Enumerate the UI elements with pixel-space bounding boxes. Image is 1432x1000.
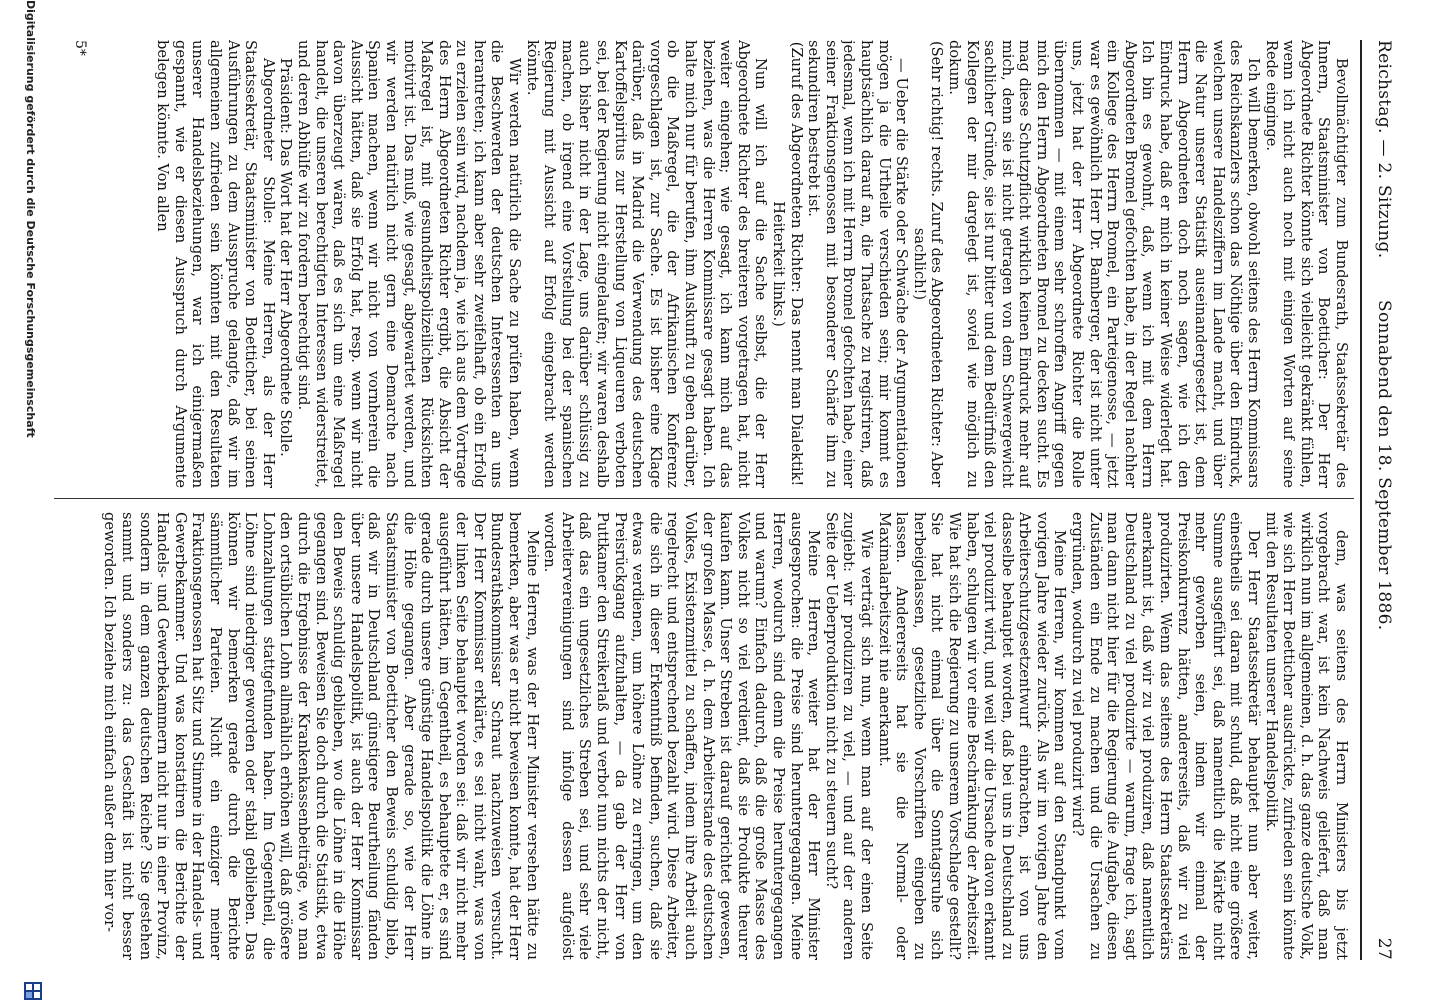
- paragraph: Meine Herren, weiter hat der Herr Minister ausgesprochen: die Preise sind heruntergegangen. Meine Herren, wodurch sind denn die Preise heruntergegangen und warum? Einfach dadurch, daß die große Masse des Volkes nicht so viel verdient, daß sie Produkte theurer kaufen kann. Unser Streben ist darauf gerichtet gewesen, der großen Masse, d. h. dem Arbeiterstande des deutschen Volkes, Existenzmittel zu schaffen, indem ihre Arbeit auch regelrecht und entsprechend bezahlt wird. Diese Arbeiter, die sich in dieser Erkenntniß befinden, suchen, daß sie etwas verdienen, um höhere Löhne zu erringen, um den Preisrückgang aufzuhalten, — da gab der Herr von Puttkamer den Streikerlaß und verbot nun nichts der nicht, daß das ein ungesetzliches Streben sei, und sehr viele Arbeitervereinigungen sind infolge dessen aufgelöst worden.: [541, 512, 823, 960]
- paragraph: Abgeordneter Stolle: Meine Herren, als der Herr Staatssekretär, Staatsminister von Boetticher, bei seinen Ausführungen zu dem Ausspruche gelangte, daß wir im allgemeinen zufrieden sein könnten mit den Resultaten unserer Handelsbeziehungen, war ich einigermaßen gespannt, wie er diesen Ausspruch durch Argumente belegen könnte. Von allen: [154, 40, 277, 488]
- left-column: [60, 40, 1350, 488]
- paragraph: Präsident: Das Wort hat der Herr Abgeordnete Stolle.: [277, 58, 295, 457]
- right-column: [60, 512, 1350, 960]
- paragraph: Ich will bemerken, obwohl seitens des Herrn Kommissars des Reichskanzlers schon das Nöthige über den Eindruck, welchen unsere Handelsziffern im Lande macht, und über die Natur unserer Statistik auseinandergesetzt ist, dem Herrn Abgeordneten doch noch sagen, wie ich den Eindruck habe, daß er mich in keiner Weise widerlegt hat. Ich bin es gewohnt, daß, wenn ich mit dem Herrn Abgeordneten Bromel gefochten habe, in der Regel nachher ein Kollege des Herrn Bromel, ein Parteigenosse, — jetzt war es gewöhnlich Herr Dr. Bamberger, der ist nicht unter uns, jetzt hat der Herr Abgeordnete Richter die Rolle übernommen — mit einem sehr schroffen Angriff gegen mich den Herrn Abgeordneten Bromel zu decken sucht. Es mag diese Schutzpflicht wirklich keinen Eindruck mehr auf mich, denn sie ist nicht getragen von dem Schwergewicht sachlicher Gründe, sie ist nur bitter und dem Bedürfniß den Kollegen der mir dargelegt ist, soviel wie möglich zu dokum.: [945, 40, 1263, 488]
- paragraph: — Ueber die Stärke oder Schwäche der Argumentationen mögen ja die Urtheile verschieden sein; mir kommt es hauptsächlich darauf an, die Thatsache zu registriren, daß jedesmal, wenn ich mit Herrn Bromel gefochten habe, einer seiner Fraktionsgenossen mit besonderer Schärfe ihm zu sekundiren bestrebt ist.: [805, 40, 911, 488]
- paragraph: Bevollmächtigter zum Bundesrath, Staatssekretär des Innern, Staatsminister von Boetticher: Der Herr Abgeordnete Richter könnte sich vielleicht gekränkt fühlen, wenn ich nicht auch noch mit einigen Worten auf seine Rede einginge.: [1262, 40, 1350, 488]
- paragraph: Wir werden natürlich die Sache zu prüfen haben, wenn die Beschwerden der deutschen Interessenten an uns herantreten; ich kann aber sehr zweifelhaft, ob ein Erfolg zu erzielen sein wird, nachdem ja, wie ich aus dem Vortrage des Herrn Abgeordneten Richter ergibt, die Absicht der Maßregel ist, mit gesundheitspolizeilichen Rücksichten motivirt ist. Das muß, wie gesagt, abgewartet werden, und wir werden natürlich nicht gern eine Demarche nach Spanien machen, wenn wir nicht von vornherein die Aussicht hätten, daß sie Erfolg hat, resp. wenn wir nicht davon überzeugt wären, daß es sich um eine Maßregel handelt, die unseren berechtigten Interessen widerstreitet, und deren Abhülfe wir zu fordern berechtigt sind.: [294, 40, 524, 488]
- paragraph: Meine Herren, wir kommen auf den Standpunkt vom vorigen Jahre wieder zurück. Als wir im vorigen Jahre den Arbeiterschutzgesetzentwurf einbrachten, ist von uns dasselbe behauptet worden, daß bei uns in Deutschland zu viel produzirt wird, und weil wir die Ursache davon erkannt haben, schlugen wir vor eine Beschränkung der Arbeitszeit. Wie hat sich die Regierung zu unserem Vorschlage gestellt? Sie hat nicht einmal über die Sonntagsruhe sich herbeigelassen, gesetzliche Vorschriften eingeben zu lassen. Andererseits hat sie die Normal- oder Maximalarbeitszeit nie anerkannt.: [875, 512, 1069, 960]
- page-header: [1364, 40, 1404, 960]
- page-number: 27: [1374, 937, 1394, 960]
- paragraph: Wie verträgt sich nun, wenn man auf der einen Seite zugiebt: wir produziren zu viel, — und auf der anderen Seite der Ueberproduktion nicht zu steuern sucht?: [822, 512, 875, 960]
- paragraph: Meine Herren, was der Herr Minister versehen hätte zu bemerken, aber was er nicht beweisen konnte, hat der Herr Bundesrathskommissar Schraut nachzuweisen versucht. Der Herr Kommissar erklärte, es sei nicht wahr, was von der linken Seite behauptet worden sei: daß wir nicht mehr ausgeführt hätten, im Gegentheil, es behauptete er, es sind gerade durch unsere günstige Handelspolitik die Löhne in die Höhe gegangen. Aber gerade so, wie der Herr Staatsminister von Boetticher den Beweis schuldig blieb, daß wir in Deutschland günstigere Beurtheilung fänden über unsere Handelspolitik, ist auch der Herr Kommissar den Beweis schuldig geblieben, wo die Löhne in die Höhe gegangen sind. Beweisen Sie doch durch die Statistik, etwa durch die Ergebnisse der Krankenkassenbeiträge, wo man den ortsüblichen Lohn allmählich erhöhen will, daß größere Lohnzahlungen stattgefunden haben. Im Gegentheil, die Löhne sind niedriger geworden oder stabil geblieben. Das können wir bemerken gerade durch die Berichte sämmtlicher Parteien. Nicht ein einziger meiner Fraktionsgenossen hat Sitz und Stimme in der Handels- und Gewerbekammer. Und was konstatiren die Berichte der Handels- und Gewerbekammern nicht nur in einer Provinz, sondern in dem ganzen deutschen Reiche? Sie gestehen sammt und sonders zu: das Geschäft ist nicht besser geworden. Ich beziehe mich einfach außer dem hier vor-: [101, 512, 541, 960]
- column-divider: [54, 498, 1354, 499]
- header-date: Sonnabend den 18. September 1886.: [1374, 300, 1394, 631]
- interjection: (Sehr richtig! rechts. Zuruf des Abgeordneten Richter: Aber sachlich!): [910, 40, 946, 488]
- header-session: Reichstag. — 2. Sitzung.: [1374, 40, 1394, 259]
- header-rule: [1360, 40, 1362, 960]
- paragraph: dem, was seitens des Herrn Ministers bis jetzt vorgebracht war, ist kein Nachweis geliefert, daß man wirklich nun im allgemeinen, d. h. das ganze deutsche Volk, wie sich Herr Boetticher ausdrückte, zufrieden sein könnte mit den Resultaten unserer Handelspolitik.: [1262, 512, 1350, 960]
- dfg-logo-icon: [24, 982, 42, 1000]
- document-page: [12, 0, 1432, 1000]
- interjection: (Zuruf des Abgeordneten Richter: Das nennt man Dialektik! Heiterkeit links.): [770, 41, 805, 487]
- paragraph: Nun will ich auf die Sache selbst, die der Herr Abgeordnete Richter des breiteren vorgetragen hat, nicht weiter eingehen; wie gesagt, ich kann mich auf das beziehen, was die Herren Kommissare gesagt haben. Ich halte mich nur für berufen, ihm Auskunft zu geben darüber, ob die Maßregel, die der Afrikanischen Konferenz vorgeschlagen ist, zur Sache. Es ist bisher eine Klage darüber, daß in Madrid die Verwendung des deutschen Kartoffelspiritus zur Herstellung von Liqueuren verboten sei, bei der Regierung nicht eingelaufen; wir waren deshalb auch bisher nicht in der Lage, uns darüber schlüssig zu machen, ob irgend eine Vorstellung bei der spanischen Regierung mit Aussicht auf Erfolg eingebracht werden könnte.: [523, 40, 770, 488]
- signature-mark: 5*: [72, 40, 88, 56]
- digitization-credit: Digitalisierung gefördert durch die Deutsche Forschungsgemeinschaft: [24, 0, 37, 438]
- paragraph: Der Herr Staatssekretär behauptet nun aber weiter, einestheils sei daran mit schuld, daß nicht eine größere Summe ausgeführt sei, daß namentlich die Märkte nicht mehr geworben seien, indem wir einmal der Preiskonkurrenz hätten, andererseits, daß wir zu viel produzirten. Wenn das seitens des Herrn Staatssekretärs anerkannt ist, daß wir zu viel produziren, daß namentlich Deutschland zu viel produzirte — warum, frage ich, sagt man dann nicht hier für die Regierung die Aufgabe, diesen Zuständen ein Ende zu machen und die Ursachen zu ergründen, wodurch zu viel produzirt wird?: [1069, 512, 1263, 960]
